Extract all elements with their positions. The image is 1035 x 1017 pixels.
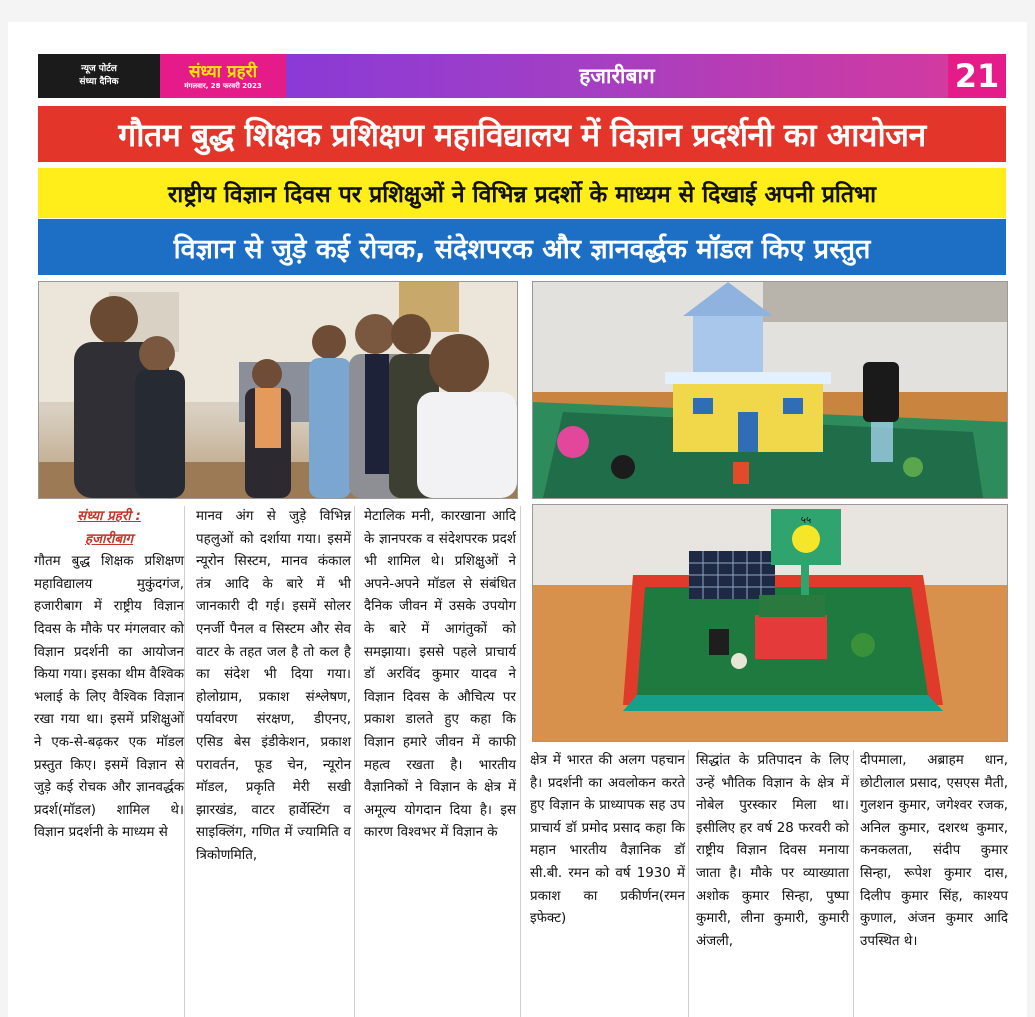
main-headline: गौतम बुद्ध शिक्षक प्रशिक्षण महाविद्यालय में विज्ञान प्रदर्शनी का आयोजन: [38, 106, 1006, 162]
visitors-illustration: [39, 282, 517, 498]
sub-headline: राष्ट्रीय विज्ञान दिवस पर प्रशिक्षुओं ने विभिन्न प्रदर्शो के माध्यम से दिखाई अपनी प्रतिभा: [38, 168, 1006, 218]
column-rule: [688, 750, 689, 1017]
article-text-1: गौतम बुद्ध शिक्षक प्रशिक्षण महाविद्यालय मुकुंदगंज, हजारीबाग में राष्ट्रीय विज्ञान दिवस के मौके पर मंगलवार को विज्ञान प्रदर्शनी का आयोजन किया गया। इसका थीम वैश्विक भलाई के लिए वैश्विक विज्ञान रखा गया था। इसमें प्रशिक्षुओं ने एक-से-बढ़कर एक मॉडल प्रस्तुत किए। इसमें विज्ञान से जुड़े कई रोचक और ज्ञानवर्द्धक प्रदर्श(मॉडल) शामिल थे। विज्ञान प्रदर्शनी के माध्यम से: [34, 554, 184, 841]
brand-logo: [160, 54, 286, 98]
column-rule: [853, 750, 854, 1017]
article-text-2: मानव अंग से जुड़े विभिन्न पहलुओं को दर्शाया गया। इसमें न्यूरोन सिस्टम, मानव कंकाल तंत्र आदि के बारे में भी जानकारी दी गई। इसमें सोलर एनर्जी पैनल व सिस्टम और सेव वाटर के तहत जल है तो कल है का संदेश भी दिया गया। होलोग्राम, प्रकाश संश्लेषण, पर्यावरण संरक्षण, डीएनए, एसिड बेस इंडीकेशन, प्रकाश परावर्तन, फूड चेन, न्यूरोन मॉडल, प्रकृति मेरी सखी झारखंड, वाटर हार्वेस्टिंग व साइक्लिंग, गणित में ज्यामिति व त्रिकोणमिति,: [196, 509, 351, 863]
brand-name: संध्या प्रहरी: [188, 61, 258, 82]
article-column-3: [364, 506, 516, 845]
issue-date: मंगलवार, 28 फरवरी 2023: [184, 81, 262, 90]
article-column-2: [196, 506, 351, 868]
deck-headline: विज्ञान से जुड़े कई रोचक, संदेशपरक और ज्ञानवर्द्धक मॉडल किए प्रस्तुत: [38, 219, 1006, 275]
column-rule: [184, 506, 185, 1017]
article-column-5: [696, 750, 849, 953]
portal-line-1: न्यूज पोर्टल: [81, 64, 117, 74]
byline-city: हजारीबाग: [84, 531, 134, 547]
photo-visitors-at-exhibition: [38, 281, 518, 499]
column-rule: [520, 506, 521, 1017]
article-text-3: मेटालिक मनी, कारखाना आदि के ज्ञानपरक व संदेशपरक प्रदर्श भी शामिल थे। प्रशिक्षुओं ने अपने-अपने मॉडल से संबंधित दैनिक जीवन में उसके उपयोग के बारे में आगंतुकों को समझाया। इससे पहले प्राचार्य डॉ अरविंद कुमार यादव ने विज्ञान दिवस के औचित्य पर प्रकाश डालते हुए कहा कि विज्ञान हमारे जीवन में काफी महत्व रखता है। भारतीय वैज्ञानिकों ने विज्ञान के क्षेत्र में अमूल्य योगदान दिया है। इस कारण विश्वभर में विज्ञान के: [364, 509, 516, 841]
portal-label: [38, 54, 160, 98]
solar-model-illustration: [533, 505, 1007, 741]
model-sign-text: ५५: [800, 515, 812, 526]
city-section-title: हजारीबाग: [286, 54, 948, 98]
masthead: [38, 54, 1006, 98]
photo-house-model: [532, 281, 1008, 499]
article-text-5: सिद्धांत के प्रतिपादन के लिए उन्हें भौतिक विज्ञान के क्षेत्र में नोबेल पुरस्कार मिला था। इसीलिए हर वर्ष 28 फरवरी को राष्ट्रीय विज्ञान दिवस मनाया जाता है। मौके पर व्याख्याता अशोक कुमार सिन्हा, पुष्पा कुमारी, लीना कुमारी, कुमारी अंजली,: [696, 753, 849, 949]
article-column-4: [530, 750, 685, 931]
newspaper-page: [8, 22, 1027, 1017]
article-column-6: [860, 750, 1008, 953]
article-column-1: [34, 506, 184, 845]
house-model-illustration: [533, 282, 1007, 498]
column-rule: [354, 506, 355, 1017]
article-text-4: क्षेत्र में भारत की अलग पहचान है। प्रदर्शनी का अवलोकन करते हुए विज्ञान के प्राध्यापक सह उप प्राचार्य डॉ प्रमोद प्रसाद कहा कि महान भारतीय वैज्ञानिक डॉ सी.बी. रमन को वर्ष 1930 में प्रकाश का प्रकीर्णन(रमन इफेक्ट): [530, 753, 685, 927]
page-number: 21: [948, 54, 1006, 98]
photo-solar-model: [532, 504, 1008, 742]
article-text-6: दीपमाला, अब्राहम धान, छोटीलाल प्रसाद, एसएस मैती, गुलशन कुमार, जगेश्वर रजक, अनिल कुमार, दशरथ कुमार, कनकलता, संदीप कुमार सिन्हा, रूपेश कुमार दास, दिलीप कुमार सिंह, काश्यप कुणाल, अंजन कुमार आदि उपस्थित थे।: [860, 753, 1008, 949]
byline-paper: संध्या प्रहरी :: [77, 509, 141, 524]
solar-panel-shape: [689, 551, 775, 599]
portal-line-2: संध्या दैनिक: [79, 77, 119, 87]
